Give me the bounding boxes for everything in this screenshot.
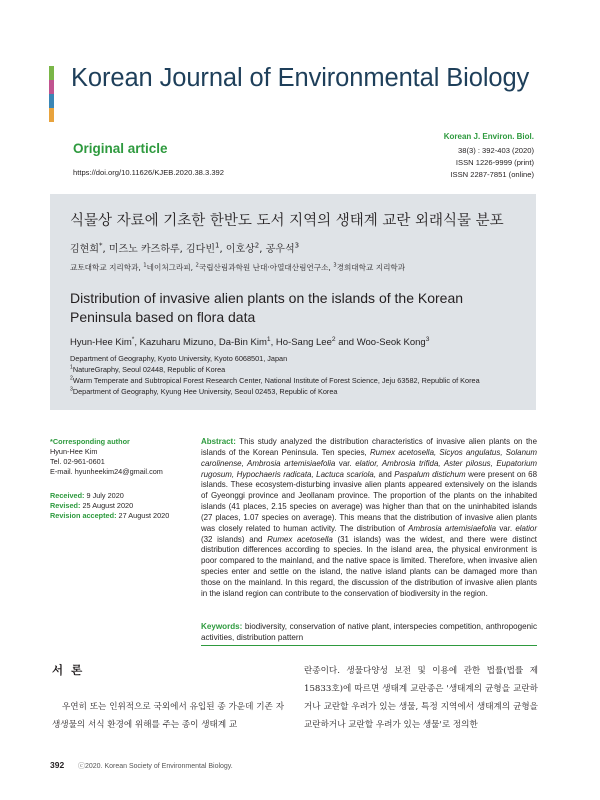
color-bar-segment <box>49 136 54 150</box>
english-authors <box>70 337 429 348</box>
author-name: , 미즈노 카즈하루, 김다빈 <box>102 244 215 255</box>
date-row <box>50 491 190 501</box>
date-row <box>50 511 190 521</box>
affiliation-text: 국립산림과학원 난대·아열대산림연구소, <box>198 263 334 272</box>
korean-affiliations <box>70 262 405 273</box>
color-bar-segment <box>49 150 54 164</box>
date-label: Received: <box>50 491 85 500</box>
author-superscript: 3 <box>425 335 430 343</box>
author-superscript: * <box>98 241 103 250</box>
section-heading: 서론 <box>52 663 91 677</box>
author-superscript: * <box>131 335 135 343</box>
affiliation-text: 교토대학교 지리학과, <box>70 263 144 272</box>
author-superscript: 3 <box>294 241 300 250</box>
journal-abbrev: Korean J. Environ. Biol. <box>443 132 534 141</box>
journal-volume: 38(3) : 392-403 (2020) <box>458 146 534 155</box>
affiliation-text: Warm Temperate and Subtropical Forest Research Center, National Institute of Forest Science, Jeju 63582, Republic of Korea <box>72 376 480 385</box>
journal-color-bar <box>49 66 54 164</box>
abstract-species-name: elatior, Ambrosia trifida, Aster pilosus, Eupatorium rugosum, Hypochaeris radicata, Lactuca scariola, <box>201 458 537 479</box>
author-superscript: 2 <box>254 241 260 250</box>
affiliation-line <box>70 364 480 375</box>
doi-link[interactable]: https://doi.org/10.11626/KJEB.2020.38.3.392 <box>73 168 225 177</box>
keywords-text: biodiversity, conservation of native plant, interspecies competition, anthropogenic activities, distribution pattern <box>201 622 537 642</box>
body-paragraph: 우연히 또는 인위적으로 국외에서 유입된 종 가운데 기존 자생생물의 서식 환경에 위해를 주는 종이 생태계 교 <box>52 702 284 730</box>
date-value: 27 August 2020 <box>116 511 170 520</box>
body-text-right: 란종이다. 생물다양성 보전 및 이용에 관한 법률(법률 제15833호)에 따르면 생태계 교란종은 '생태계의 균형을 교란하거나 교란할 우려가 있는 생물, 특정 지역에서 생태계의 균형을 교란하거나 교란할 우려가 있는 생물'로 정의한 <box>304 666 538 730</box>
color-bar-segment <box>49 94 54 108</box>
color-bar-segment <box>49 80 54 94</box>
abstract <box>201 437 537 600</box>
abstract-label: Abstract: <box>201 437 236 446</box>
affiliation-marker: 1 <box>70 364 73 371</box>
author-name: , Ho-Sang Lee <box>270 337 332 348</box>
corresponding-label: *Corresponding author <box>50 437 130 446</box>
date-label: Revision accepted: <box>50 511 117 520</box>
author-name: Hyun-Hee Kim <box>70 337 132 348</box>
article-dates <box>50 491 190 521</box>
journal-info <box>444 131 534 181</box>
abstract-species-name: Paspalum distichum <box>394 469 466 479</box>
affiliation-marker: 2 <box>70 375 73 382</box>
english-title: Distribution of invasive alien plants on the islands of the Korean Peninsula based on flora data <box>70 290 464 325</box>
korean-title: 식물상 자료에 기초한 한반도 도서 지역의 생태계 교란 외래식물 분포 <box>70 213 504 229</box>
abstract-text: This study analyzed the distribution characteristics of invasive alien plants on the islands of the Korean Peninsula. Ten species, <box>201 437 537 457</box>
page-number: 392 <box>50 760 65 770</box>
english-affiliations <box>70 353 480 397</box>
abstract-text: var. <box>496 523 516 533</box>
affiliation-marker: 3 <box>333 262 337 269</box>
abstract-text: and <box>376 469 395 479</box>
author-name: , Kazuharu Mizuno, Da-Bin Kim <box>134 337 267 348</box>
copyright: ⓒ2020. Korean Society of Environmental Biology. <box>78 763 233 770</box>
abstract-text: (31 islands) was the widest, and there were distinct distribution differences according to species. In the island area, the physical environment is poor compared to the mainland, and the native space is limited. Therefore, when invasive alien species enter and settle on the island, the native island plants can be damaged more than those on the mainland. In this regard, the discussion of the distribution of invasive alien plants in the island region can contribute to the conservation of biodiversity in the region. <box>201 534 537 598</box>
affiliation-text: 네이처그라피, <box>146 263 196 272</box>
body-text-left <box>52 698 284 734</box>
abstract-divider <box>201 645 537 646</box>
abstract-species-name: Rumex acetosella <box>267 534 333 544</box>
corresponding-name: Hyun-Hee Kim <box>50 447 98 456</box>
article-type: Original article <box>73 141 168 156</box>
affiliation-text: Department of Geography, Kyung Hee University, Seoul 02453, Republic of Korea <box>72 387 338 396</box>
abstract-text: (32 islands) and <box>201 534 268 544</box>
issn-print: ISSN 1226-9999 (print) <box>455 158 534 167</box>
affiliation-marker: 3 <box>70 386 73 393</box>
korean-authors <box>70 240 299 255</box>
color-bar-segment <box>49 66 54 80</box>
corresponding-email[interactable]: E-mail. hyunheekim24@gmail.com <box>50 467 163 476</box>
date-value: 25 August 2020 <box>80 501 134 510</box>
affiliation-marker: 2 <box>195 262 199 269</box>
keywords <box>201 621 537 643</box>
journal-title: Korean Journal of Environmental Biology <box>71 64 530 92</box>
corresponding-tel: Tel. 02-961-0601 <box>50 457 105 466</box>
issn-online: ISSN 2287-7851 (online) <box>450 170 534 179</box>
affiliation-line <box>70 353 480 364</box>
affiliation-line <box>70 375 480 386</box>
affiliation-text: Department of Geography, Kyoto University, Kyoto 6068501, Japan <box>70 354 288 363</box>
keywords-label: Keywords: <box>201 622 243 631</box>
author-name: , 공우석 <box>259 244 295 255</box>
abstract-text: were present on 68 islands. These ecosystem-disturbing invasive alien plants appeared extensively on the islands of Gyeonggi province and Jeollanam province. The proportion of the plants on the inhabited islands (41 places, 2.15 species on average) was higher than that on the uninhabited islands (27 places, 1.07 species on average). This means that the distribution of invasive alien plants was closely related to human activity. The distribution of <box>201 469 537 533</box>
author-superscript: 1 <box>214 241 220 250</box>
date-label: Revised: <box>50 501 81 510</box>
affiliation-text: NatureGraphy, Seoul 02448, Republic of Korea <box>72 365 226 374</box>
color-bar-segment <box>49 108 54 122</box>
side-info <box>50 437 190 521</box>
author-name: 김현희 <box>70 244 99 255</box>
color-bar-segment <box>49 122 54 136</box>
affiliation-text: 경희대학교 지리학과 <box>336 263 406 272</box>
date-value: 9 July 2020 <box>84 491 124 500</box>
abstract-species-name: elatior <box>515 523 537 533</box>
author-name: and Woo-Seok Kong <box>335 337 426 348</box>
author-superscript: 2 <box>331 335 336 343</box>
author-superscript: 1 <box>266 335 271 343</box>
affiliation-line <box>70 386 480 397</box>
abstract-species-name: Ambrosia artemisiaefolia <box>408 523 497 533</box>
date-row <box>50 501 190 511</box>
abstract-species-name: Rumex acetosella, Sicyos angulatus, Solanum carolinense, Ambrosia artemisiaefolia <box>201 447 538 468</box>
abstract-text: var. <box>335 458 356 468</box>
affiliation-marker: 1 <box>143 262 147 269</box>
author-name: , 이호상 <box>219 244 255 255</box>
